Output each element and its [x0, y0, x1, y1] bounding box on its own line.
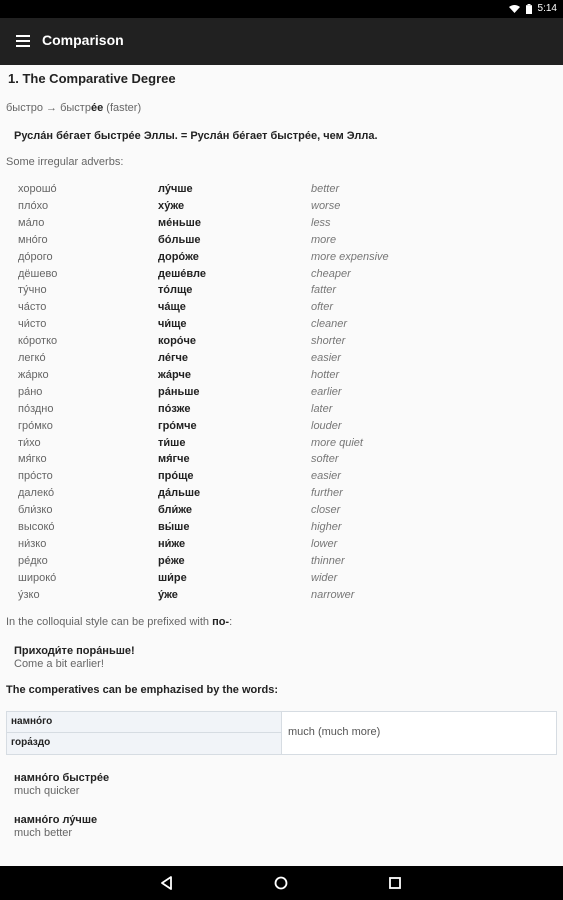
adverb-translation: thinner: [311, 554, 345, 567]
adverb-row: [0, 437, 563, 454]
adverb-row: [0, 521, 563, 538]
battery-icon: [526, 4, 532, 14]
colloquial-translation: Come a bit earlier!: [14, 658, 104, 670]
emphasis-meaning: much (much more): [288, 726, 381, 738]
adverb-comparative: да́льше: [158, 487, 201, 500]
adverb-comparative: ме́ньше: [158, 216, 201, 229]
adverb-base: ре́дко: [18, 554, 48, 567]
adverb-row: [0, 318, 563, 335]
adverb-translation: easier: [311, 470, 341, 483]
adverb-base: широко́: [18, 571, 57, 584]
adverb-base: у́зко: [18, 588, 40, 601]
adverb-row: [0, 538, 563, 555]
adverb-base: высоко́: [18, 521, 55, 533]
adverb-base: ту́чно: [18, 284, 47, 297]
adverb-comparative: ча́ще: [158, 301, 186, 314]
adverb-base: мя́гко: [18, 453, 47, 466]
example-en-1: much quicker: [14, 785, 80, 797]
adverb-base: ни́зко: [18, 537, 47, 550]
adverb-comparative: мя́гче: [158, 453, 190, 466]
adverb-base: ма́ло: [18, 216, 45, 229]
adverb-comparative: доро́же: [158, 250, 199, 263]
example-ru-1: намно́го быстре́е: [14, 772, 110, 784]
adverb-row: [0, 589, 563, 606]
adverb-comparative: ле́гче: [158, 352, 189, 364]
adverb-base: хорошо́: [18, 183, 57, 195]
adverb-translation: more: [311, 233, 337, 246]
adverb-row: [0, 487, 563, 504]
adverb-comparative: ху́же: [158, 199, 185, 212]
home-icon[interactable]: [273, 875, 289, 891]
colloquial-prefix: In the colloquial style can be prefixed with: [6, 616, 213, 628]
adverb-translation: worse: [311, 199, 341, 212]
status-time: 5:14: [537, 3, 557, 14]
adverb-comparative: ре́же: [158, 554, 185, 567]
colloquial-suffix: :: [229, 616, 233, 628]
emphasis-word-1: намно́го: [7, 712, 282, 733]
adverb-base: ко́ротко: [18, 335, 58, 348]
irregular-heading: Some irregular adverbs:: [6, 156, 124, 168]
adverb-comparative: гро́мче: [158, 419, 197, 432]
adverb-comparative: ти́ше: [158, 436, 186, 449]
adverb-translation: cheaper: [311, 267, 351, 280]
adverb-comparative: по́зже: [158, 402, 191, 415]
colloquial-note: [6, 616, 232, 628]
adverb-comparative: ни́же: [158, 537, 186, 550]
adverb-translation: fatter: [311, 284, 337, 297]
adverb-base: до́рого: [18, 250, 53, 263]
adverb-row: [0, 352, 563, 369]
colloquial-bold: по-: [212, 616, 230, 628]
adverb-translation: louder: [311, 419, 342, 432]
app-bar: [0, 18, 563, 65]
adverb-row: [0, 504, 563, 521]
adverb-translation: further: [311, 487, 343, 500]
adverb-translation: ofter: [311, 301, 334, 314]
menu-icon[interactable]: [16, 35, 30, 47]
example-ru-2: намно́го лу́чше: [14, 814, 98, 826]
adverb-translation: shorter: [311, 335, 346, 348]
colloquial-example: Приходи́те пора́ньше!: [14, 645, 135, 657]
example-sentence: Русла́н бе́гает быстре́е Эллы. = Русла́н бе́гает быстре́е, чем Элла.: [14, 130, 378, 142]
adverb-comparative: ши́ре: [158, 571, 187, 584]
section-heading: 1. The Comparative Degree: [8, 71, 176, 86]
adverb-comparative: лу́чше: [158, 183, 193, 195]
adverb-row: [0, 268, 563, 285]
adverb-base: далеко́: [18, 487, 55, 500]
adverb-translation: later: [311, 402, 333, 415]
adverb-comparative: чи́ще: [158, 318, 187, 331]
adverb-row: [0, 453, 563, 470]
adverb-translation: closer: [311, 504, 341, 517]
adverb-base: ти́хо: [18, 436, 41, 449]
adverb-comparative: бо́льше: [158, 233, 201, 246]
adverb-row: [0, 200, 563, 217]
adverb-row: [0, 555, 563, 572]
adverb-translation: higher: [311, 521, 342, 533]
adverb-base: ча́сто: [18, 301, 47, 314]
emphasis-word-2: гора́здо: [7, 733, 282, 754]
emphasis-table: [6, 711, 557, 755]
intro-line: [6, 102, 141, 114]
adverb-row: [0, 251, 563, 268]
adverb-row: [0, 386, 563, 403]
adverb-translation: easier: [311, 352, 341, 364]
adverb-base: легко́: [18, 352, 46, 364]
adverb-translation: lower: [311, 537, 338, 550]
adverb-base: дёшево: [18, 267, 58, 280]
adverb-comparative: бли́же: [158, 504, 193, 517]
status-bar: [0, 0, 563, 18]
emphasis-heading: The comperatives can be emphazised by the words:: [6, 684, 279, 696]
adverb-base: ра́но: [18, 385, 43, 398]
adverb-row: [0, 301, 563, 318]
adverb-row: [0, 284, 563, 301]
adverb-translation: hotter: [311, 368, 340, 381]
intro-suffix: (faster): [103, 102, 142, 114]
adverb-row: [0, 369, 563, 386]
adverb-translation: wider: [311, 571, 338, 584]
adverb-row: [0, 420, 563, 437]
intro-prefix: быстро → быстр: [6, 102, 91, 114]
recents-icon[interactable]: [387, 875, 403, 891]
adverb-comparative: ра́ньше: [158, 385, 200, 398]
adverb-base: пло́хо: [18, 199, 49, 212]
adverb-comparative: про́ще: [158, 470, 194, 483]
example-en-2: much better: [14, 827, 73, 839]
adverb-base: бли́зко: [18, 504, 53, 517]
adverb-translation: less: [311, 216, 331, 229]
wifi-icon: [509, 4, 520, 13]
intro-stress: е́е: [90, 102, 104, 114]
adverb-row: [0, 234, 563, 251]
adverb-row: [0, 470, 563, 487]
navigation-bar: [0, 866, 563, 900]
adverb-comparative: у́же: [158, 588, 178, 601]
adverb-translation: cleaner: [311, 318, 348, 331]
adverb-base: про́сто: [18, 470, 53, 483]
adverb-translation: more quiet: [311, 436, 363, 449]
adverb-translation: more expensive: [311, 250, 389, 263]
adverb-row: [0, 403, 563, 420]
status-icons: [509, 3, 557, 14]
adverb-comparative: коро́че: [158, 335, 197, 348]
adverb-translation: softer: [311, 453, 339, 466]
adverb-row: [0, 335, 563, 352]
adverb-base: жа́рко: [18, 368, 49, 381]
adverb-row: [0, 572, 563, 589]
adverb-comparative: вы́ше: [158, 521, 190, 533]
adverb-comparative: то́лще: [158, 284, 193, 297]
adverb-translation: earlier: [311, 385, 342, 398]
content-scroll[interactable]: [0, 65, 563, 866]
adverb-base: гро́мко: [18, 419, 53, 432]
adverb-base: мно́го: [18, 233, 48, 246]
back-icon[interactable]: [159, 875, 175, 891]
app-title: Comparison: [42, 32, 124, 48]
adverb-translation: narrower: [311, 588, 355, 601]
adverb-row: [0, 183, 563, 200]
adverb-comparative: деше́вле: [158, 267, 206, 280]
adverb-comparative: жа́рче: [158, 368, 191, 381]
adverb-translation: better: [311, 183, 340, 195]
adverb-base: по́здно: [18, 402, 54, 415]
adverb-base: чи́сто: [18, 318, 47, 331]
adverb-row: [0, 217, 563, 234]
